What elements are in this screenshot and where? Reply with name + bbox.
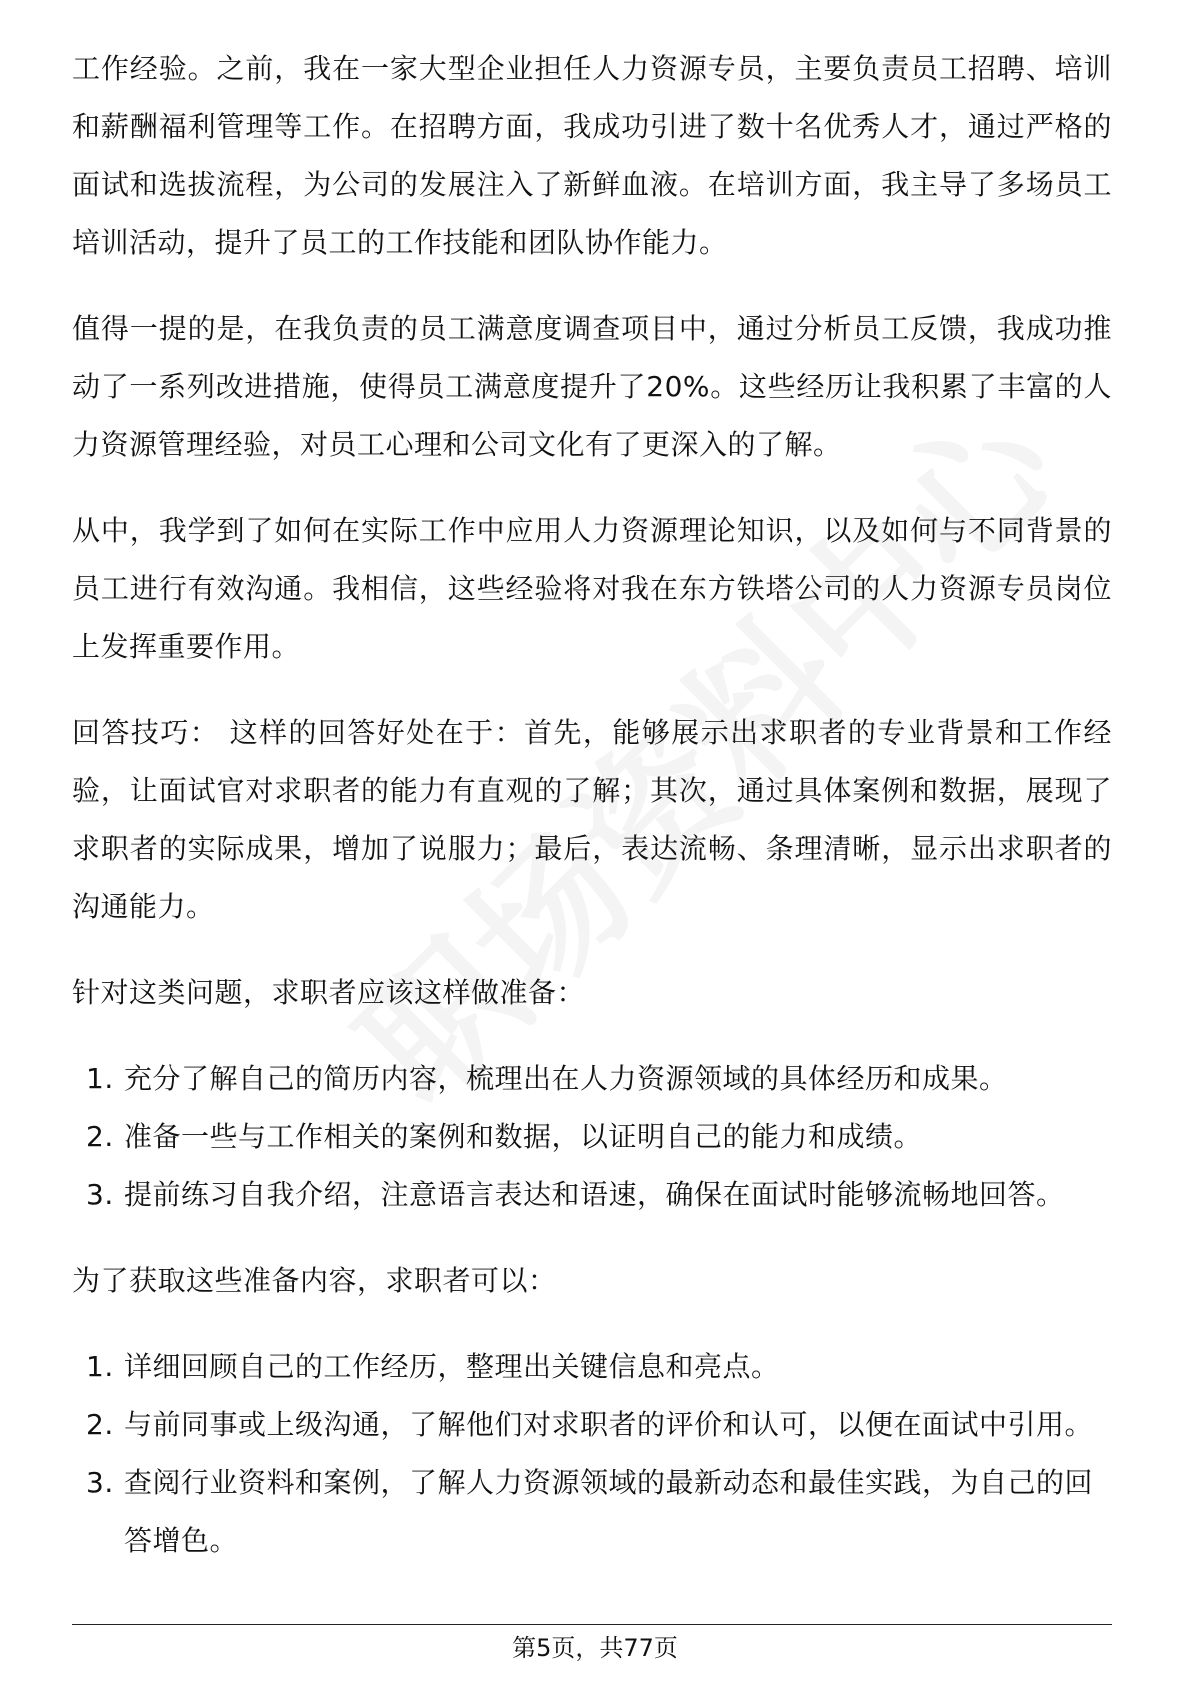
list-item-text: 准备一些与工作相关的案例和数据，以证明自己的能力和成绩。 [124,1120,923,1153]
list-item-number: 1. [86,1062,114,1095]
paragraph-work-experience: 工作经验。之前，我在一家大型企业担任人力资源专员，主要负责员工招聘、培训和薪酬福利管理等工作。在招聘方面，我成功引进了数十名优秀人才，通过严格的面试和选拔流程，为公司的发展注入了新鲜血液。在培训方面，我主导了多场员工培训活动，提升了员工的工作技能和团队协作能力。 [72,52,1112,259]
footer-divider [72,1624,1112,1625]
list-item-text: 提前练习自我介绍，注意语言表达和语速，确保在面试时能够流畅地回答。 [124,1178,1065,1211]
list-item-number: 1. [86,1350,114,1383]
list-item [72,1338,1112,1396]
list-item [72,1166,1112,1224]
list-item-number: 3. [86,1466,114,1499]
paragraph-lessons-learned: 从中，我学到了如何在实际工作中应用人力资源理论知识，以及如何与不同背景的员工进行有效沟通。我相信，这些经验将对我在东方铁塔公司的人力资源专员岗位上发挥重要作用。 [72,514,1112,663]
paragraph-satisfaction-project: 值得一提的是，在我负责的员工满意度调查项目中，通过分析员工反馈，我成功推动了一系列改进措施，使得员工满意度提升了20%。这些经历让我积累了丰富的人力资源管理经验，对员工心理和公司文化有了更深入的了解。 [72,312,1112,461]
list-item-number: 2. [86,1120,114,1153]
acquire-list [72,1338,1112,1570]
list-item-text: 充分了解自己的简历内容，梳理出在人力资源领域的具体经历和成果。 [124,1062,1008,1095]
list-item [72,1454,1112,1570]
list-item [72,1396,1112,1454]
paragraph-acquire-intro: 为了获取这些准备内容，求职者可以： [72,1264,557,1297]
list-item-text: 详细回顾自己的工作经历，整理出关键信息和亮点。 [124,1350,780,1383]
document-body [72,40,1112,1598]
page-number: 第5页，共77页 [512,1634,678,1662]
paragraph-answer-tips: 回答技巧： 这样的回答好处在于：首先，能够展示出求职者的专业背景和工作经验，让面试官对求职者的能力有直观的了解；其次，通过具体案例和数据，展现了求职者的实际成果，增加了说服力；最后，表达流畅、条理清晰，显示出求职者的沟通能力。 [72,716,1112,923]
list-item [72,1108,1112,1166]
list-item-text: 与前同事或上级沟通，了解他们对求职者的评价和认可，以便在面试中引用。 [124,1408,1094,1441]
list-item-number: 2. [86,1408,114,1441]
list-item-text: 查阅行业资料和案例，了解人力资源领域的最新动态和最佳实践，为自己的回答增色。 [124,1466,1094,1557]
list-item-number: 3. [86,1178,114,1211]
list-item [72,1050,1112,1108]
prep-list [72,1050,1112,1224]
paragraph-prep-intro: 针对这类问题，求职者应该这样做准备： [72,976,586,1009]
